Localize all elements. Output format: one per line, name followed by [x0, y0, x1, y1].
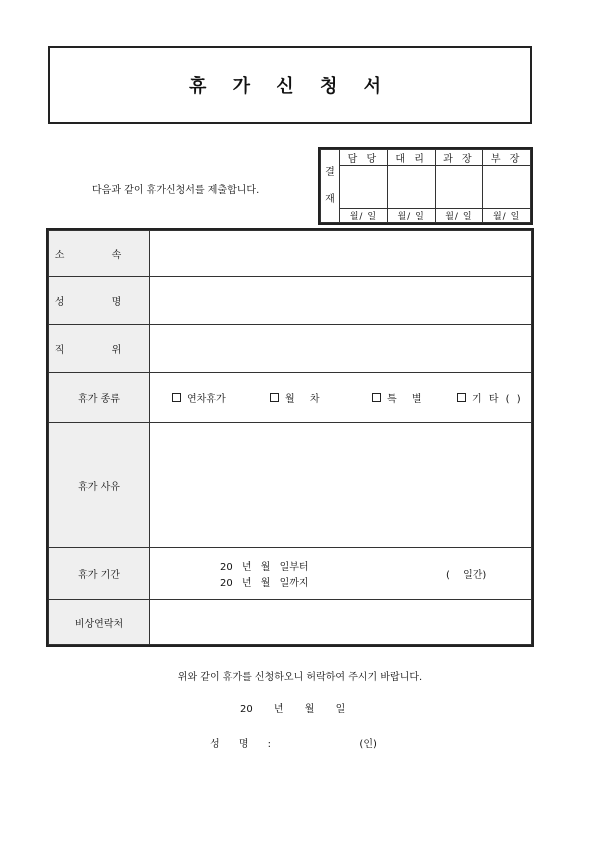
- leave-form: [46, 228, 534, 647]
- leave-type-option[interactable]: 특 별: [372, 390, 457, 405]
- checkbox-icon[interactable]: [372, 393, 381, 402]
- signature-line: [210, 735, 377, 750]
- approval-sign-cell[interactable]: [435, 166, 483, 209]
- closing-request: 위와 같이 휴가를 신청하오니 허락하여 주시기 바랍니다.: [177, 672, 423, 683]
- reason-label: 휴가 사유: [49, 423, 150, 548]
- period-to: 20 년 월 일까지: [220, 578, 309, 589]
- approval-sign-cell[interactable]: [483, 166, 531, 209]
- checkbox-icon[interactable]: [270, 393, 279, 402]
- leave-type-option[interactable]: 기 타 ( ): [457, 390, 521, 405]
- leave-type-options: [150, 373, 532, 423]
- period-from: 20 년 월 일부터: [220, 562, 309, 573]
- leave-type-label: 휴가 종류: [49, 373, 150, 423]
- approval-role: 담 당: [340, 150, 388, 166]
- closing-date: 20 년 월 일: [240, 704, 346, 715]
- approval-sign-cell[interactable]: [340, 166, 388, 209]
- period-field[interactable]: [150, 548, 532, 600]
- sign-label: 성 명 :: [210, 739, 272, 750]
- seal-mark: (인): [359, 739, 377, 750]
- approval-role: 과 장: [435, 150, 483, 166]
- approval-date: 월/ 일: [435, 209, 483, 223]
- name-label: 성 명: [49, 277, 150, 325]
- period-label: 휴가 기간: [49, 548, 150, 600]
- contact-input[interactable]: [150, 600, 532, 645]
- dept-input[interactable]: [150, 231, 532, 277]
- contact-label: 비상연락처: [49, 600, 150, 645]
- leave-type-option[interactable]: 월 차: [270, 390, 372, 405]
- approval-date: 월/ 일: [340, 209, 388, 223]
- reason-input[interactable]: [150, 423, 532, 548]
- approval-label: 결 재: [321, 150, 340, 223]
- dept-label: 소 속: [49, 231, 150, 277]
- name-input[interactable]: [150, 277, 532, 325]
- intro-text: 다음과 같이 휴가신청서를 제출합니다.: [92, 185, 260, 196]
- checkbox-icon[interactable]: [172, 393, 181, 402]
- approval-role: 대 리: [387, 150, 435, 166]
- checkbox-icon[interactable]: [457, 393, 466, 402]
- title-box: [48, 46, 532, 124]
- position-input[interactable]: [150, 325, 532, 373]
- approval-role: 부 장: [483, 150, 531, 166]
- page-title: 휴 가 신 청 서: [188, 76, 391, 97]
- period-days: ( 일간): [446, 570, 487, 581]
- approval-date: 월/ 일: [387, 209, 435, 223]
- position-label: 직 위: [49, 325, 150, 373]
- approval-grid: [318, 147, 533, 225]
- leave-type-option[interactable]: 연차휴가: [172, 390, 270, 405]
- approval-sign-cell[interactable]: [387, 166, 435, 209]
- approval-date: 월/ 일: [483, 209, 531, 223]
